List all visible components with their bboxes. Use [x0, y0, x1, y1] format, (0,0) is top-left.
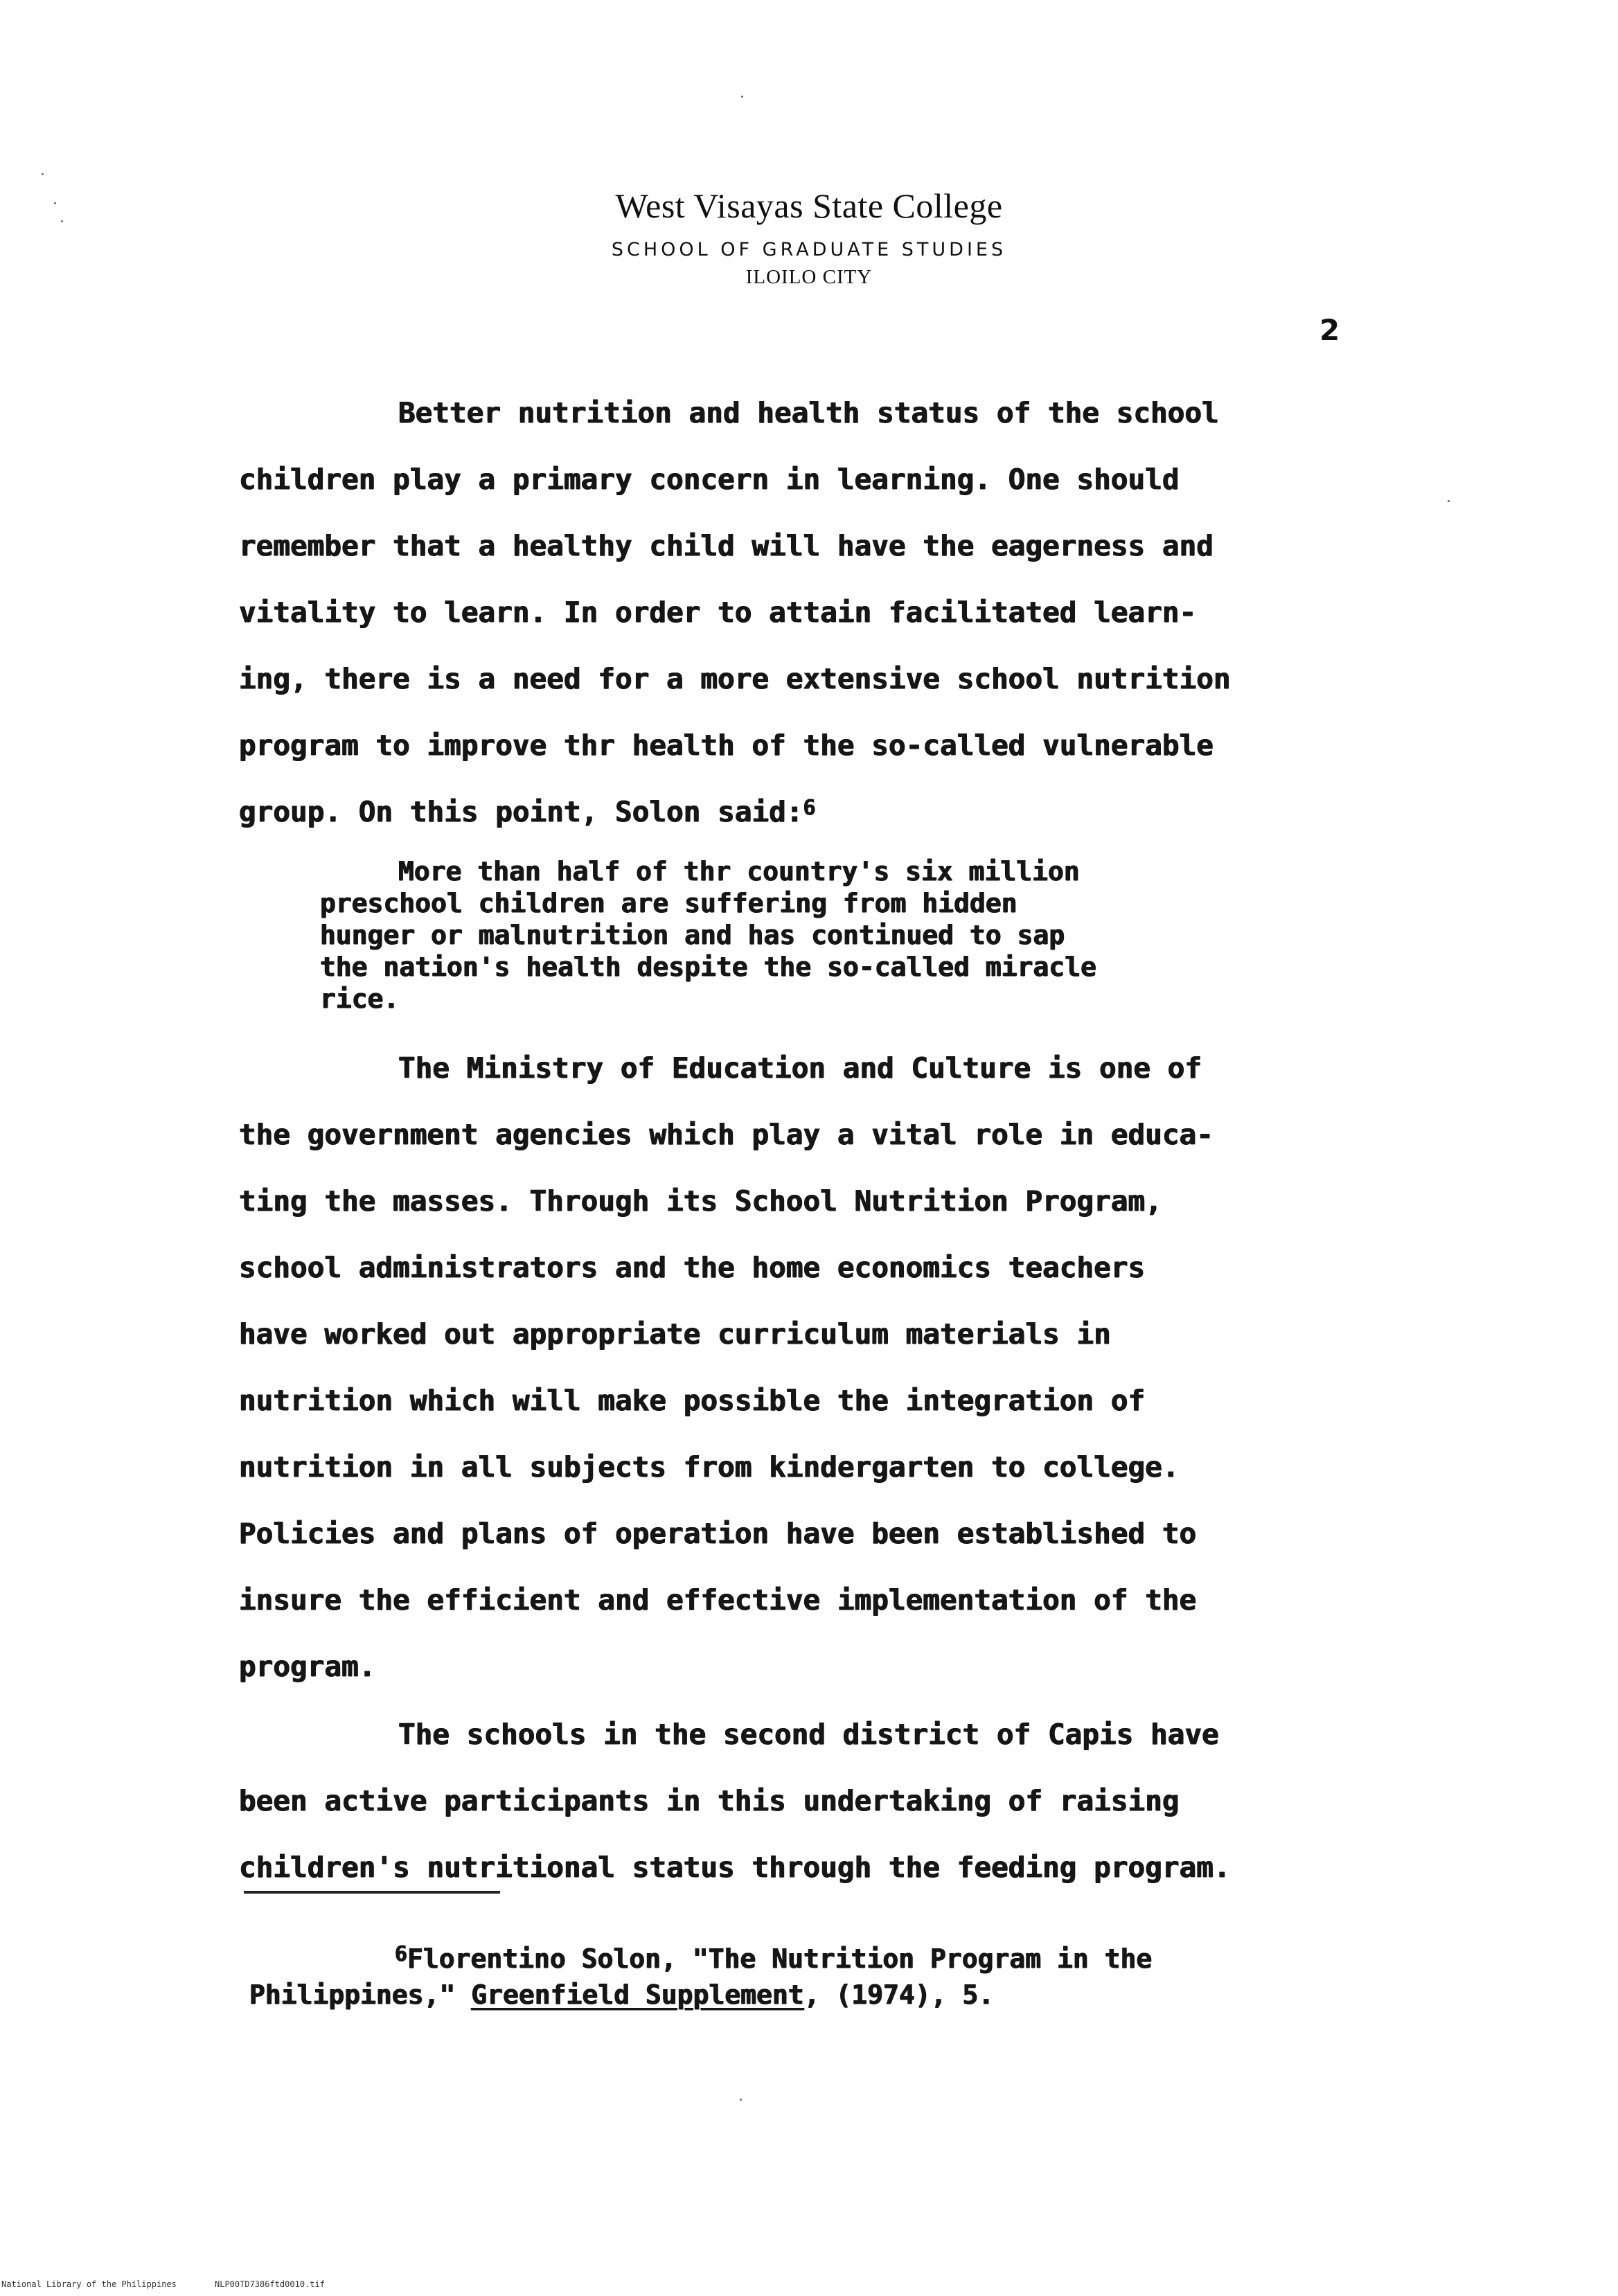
page-number: 2	[1319, 313, 1340, 347]
footnote-text: , (1974), 5.	[803, 1979, 995, 2010]
body-line: The schools in the second district of Capis have	[398, 1718, 1219, 1751]
footnote-divider	[244, 1891, 500, 1894]
quote-line: the nation's health despite the so-called miracle	[320, 952, 1097, 982]
quote-line: More than half of thr country's six million	[398, 856, 1080, 887]
scan-footer-source: National Library of the Philippines	[1, 2279, 177, 2289]
footnote-publication-title: Greenfield Supplement	[471, 1979, 804, 2010]
quote-line: hunger or malnutrition and has continued to sap	[320, 920, 1065, 950]
footnote-line	[395, 1943, 1152, 1974]
letterhead-school: SCHOOL OF GRADUATE STUDIES	[611, 239, 1007, 260]
body-line: nutrition which will make possible the integration of	[239, 1384, 1146, 1417]
scan-footer-filename: NLP00TD7386ftd0010.tif	[215, 2279, 325, 2289]
scan-speck	[54, 202, 56, 204]
body-line: program to improve thr health of the so-called vulnerable	[239, 729, 1214, 762]
body-line-with-ref	[239, 795, 816, 828]
body-line: school administrators and the home economics teachers	[239, 1251, 1146, 1284]
body-line: insure the efficient and effective implementation of the	[239, 1583, 1197, 1617]
body-line-text: group. On this point, Solon said:	[239, 795, 803, 828]
letterhead-college: West Visayas State College	[615, 186, 1003, 225]
body-line: been active participants in this undertaking of raising	[239, 1784, 1180, 1817]
letterhead-city: ILOILO CITY	[745, 266, 873, 288]
body-line: children's nutritional status through the feeding program.	[239, 1851, 1231, 1884]
footnote-reference: 6	[803, 796, 816, 820]
body-line: program.	[239, 1650, 376, 1683]
body-line: the government agencies which play a vital role in educa-	[239, 1118, 1214, 1151]
body-line: Better nutrition and health status of the school	[398, 396, 1219, 429]
body-line: vitality to learn. In order to attain facilitated learn-	[239, 596, 1197, 629]
quote-line: rice.	[320, 984, 400, 1014]
scan-speck	[740, 2099, 742, 2101]
footnote-text: Florentino Solon, "The Nutrition Program in the	[407, 1943, 1153, 1974]
body-line: nutrition in all subjects from kindergarten to college.	[239, 1450, 1180, 1484]
scan-speck	[741, 96, 743, 98]
body-line: Policies and plans of operation have been established to	[239, 1517, 1197, 1550]
body-line: have worked out appropriate curriculum materials in	[239, 1317, 1111, 1351]
footnote-line	[249, 1979, 994, 2010]
footnote-text: Philippines,"	[249, 1979, 472, 2010]
scan-speck	[61, 220, 63, 222]
quote-line: preschool children are suffering from hidden	[320, 888, 1017, 918]
body-line: ing, there is a need for a more extensive school nutrition	[239, 662, 1231, 695]
footnote-marker: 6	[395, 1942, 408, 1966]
scan-speck	[42, 173, 44, 175]
body-line: ting the masses. Through its School Nutrition Program,	[239, 1184, 1162, 1218]
body-line: remember that a healthy child will have the eagerness and	[239, 529, 1214, 562]
body-line: children play a primary concern in learning. One should	[239, 463, 1180, 496]
body-line: The Ministry of Education and Culture is one of	[398, 1051, 1202, 1085]
scan-speck	[1448, 500, 1450, 502]
